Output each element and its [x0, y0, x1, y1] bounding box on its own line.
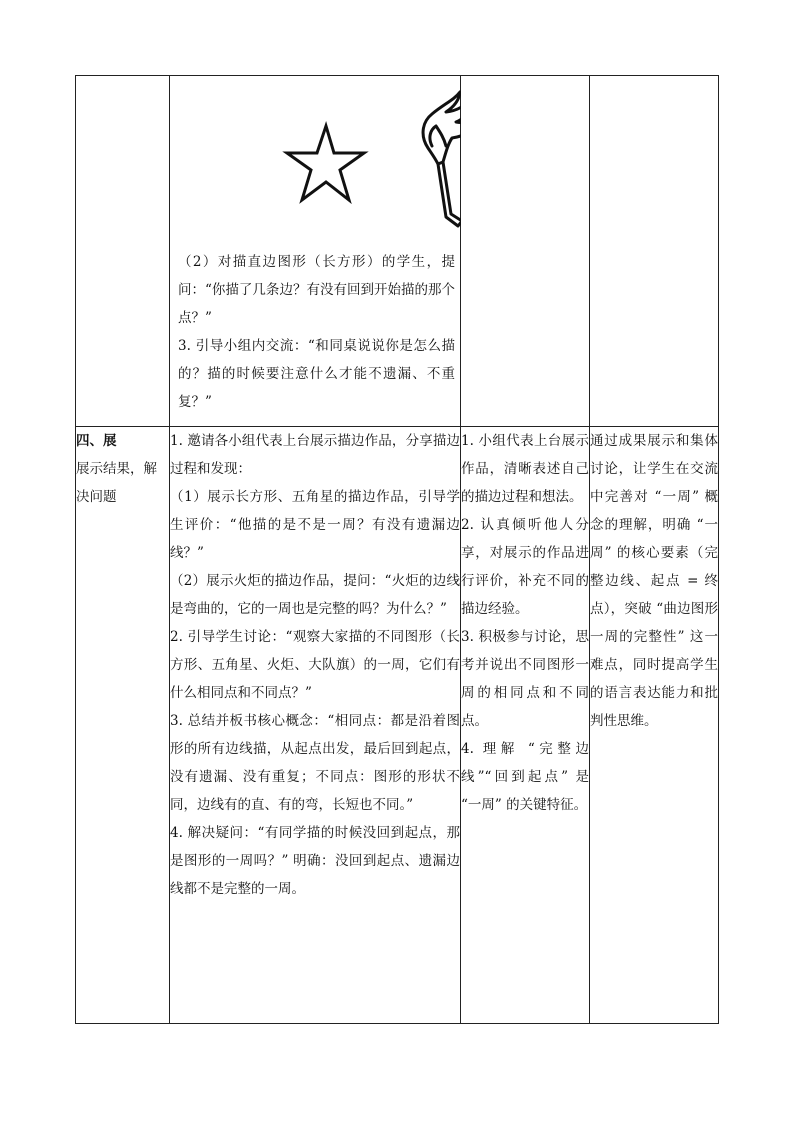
- student-step-4: 4. 理解 “完整边线”“回到起点” 是 “一周” 的关键特征。: [461, 741, 589, 813]
- teacher-step-1b: （2）展示火炬的描边作品，提问：“火炬的边线是弯曲的，它的一周也是完整的吗？为什么？”: [170, 573, 460, 617]
- stage-cell: [76, 427, 170, 1024]
- star-outline-figure: [287, 126, 364, 200]
- teacher-step-1: 1. 邀请各小组代表上台展示描边作品，分享描边过程和发现：: [170, 433, 460, 477]
- figure-drawing: [170, 76, 461, 248]
- shape-figures: [170, 76, 460, 248]
- student-step-3: 3. 积极参与讨论，思考并说出不同图形一周的相同点和不同点。: [461, 629, 589, 729]
- student-activity-cell: [461, 76, 590, 427]
- teacher-step-3: 3. 引导小组内交流：“和同桌说说你是怎么描的？描的时候要注意什么才能不遗漏、不重复？”: [178, 338, 455, 410]
- teacher-step-3: 3. 总结并板书核心概念：“相同点：都是沿着图形的所有边线描，从起点出发，最后回到起点，没有遗漏、没有重复；不同点：图形的形状不同，边线有的直、有的弯，长短也不同。”: [170, 713, 460, 813]
- teacher-step-2: （2）对描直边图形（长方形）的学生，提问：“你描了几条边？有没有回到开始描的那个点？”: [178, 254, 455, 326]
- student-step-1: 1. 小组代表上台展示作品，清晰表述自己的描边过程和想法。: [461, 433, 589, 505]
- lesson-plan-table: [75, 75, 719, 1024]
- design-intent-cell: [590, 427, 719, 1024]
- table-row: [76, 76, 719, 427]
- student-step-2: 2. 认真倾听他人分享，对展示的作品进行评价，补充不同的描边经验。: [461, 517, 589, 617]
- design-intent-text: 通过成果展示和集体讨论，让学生在交流中完善对 “一周” 概念的理解，明确 “一周” 的核心要素（完整边线、起点 = 终点），突破 “曲边图形一周的完整性” 这一难点，同时提高学生的语言表达能力和批判性思维。: [590, 433, 718, 729]
- teacher-step-2: 2. 引导学生讨论：“观察大家描的不同图形（长方形、五角星、火炬、大队旗）的一周，它们有什么相同点和不同点？”: [170, 629, 460, 701]
- stage-title: 四、展: [76, 433, 117, 449]
- stage-description: 展示结果，解决问题: [76, 461, 157, 505]
- teacher-activity-cell: [170, 76, 461, 427]
- design-intent-cell: [590, 76, 719, 427]
- student-activity-cell: [461, 427, 590, 1024]
- teacher-step-1a: （1）展示长方形、五角星的描边作品，引导学生评价：“他描的是不是一周？有没有遗漏边线？”: [170, 489, 460, 561]
- stage-cell: [76, 76, 170, 427]
- torch-outline-figure: [423, 92, 461, 226]
- teacher-activity-cell: [170, 427, 461, 1024]
- teacher-step-4: 4. 解决疑问：“有同学描的时候没回到起点，那是图形的一周吗？” 明确：没回到起点、遗漏边线都不是完整的一周。: [170, 825, 460, 897]
- table-row: [76, 427, 719, 1024]
